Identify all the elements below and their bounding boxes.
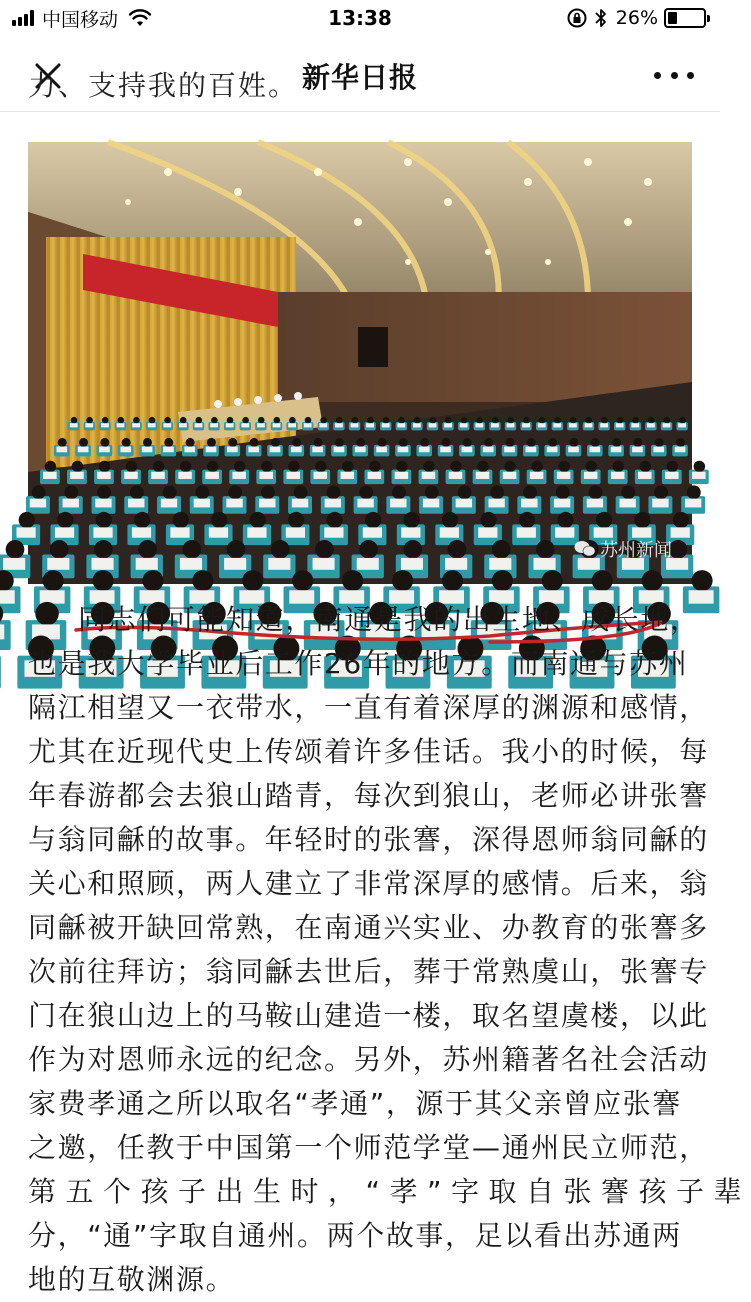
article-body xyxy=(28,598,751,1302)
battery-percent: 26% xyxy=(615,7,658,29)
article-paragraph-line: 分，“通”字取自通州。两个故事，足以看出苏通两 xyxy=(28,1219,682,1252)
article-paragraph-line: 同龢被开缺回常熟，在南通兴实业、办教育的张謇多 xyxy=(28,911,709,944)
article-paragraph-line: 尤其在近现代史上传颂着许多佳话。我小的时候，每 xyxy=(28,735,709,768)
battery-fill xyxy=(668,12,677,24)
status-right xyxy=(566,6,706,30)
article-paragraph-line: 第五个孩子出生时，“孝”字取自张謇孩子辈 xyxy=(28,1175,751,1208)
article-paragraph-line: 同志们可能知道，南通是我的出生地、成长地， xyxy=(78,603,700,636)
rotation-lock-icon xyxy=(566,7,588,29)
article-paragraph-line: 门在狼山边上的马鞍山建造一楼，取名望虞楼，以此 xyxy=(28,999,709,1032)
article-paragraph-line: 也是我大学毕业后工作26年的地方。而南通与苏州 xyxy=(28,647,689,680)
article-photo[interactable] xyxy=(28,142,692,584)
image-watermark xyxy=(574,536,672,562)
status-time: 13:38 xyxy=(328,6,392,30)
article-paragraph-line: 关心和照顾，两人建立了非常深厚的感情。后来，翁 xyxy=(28,867,709,900)
more-dot xyxy=(687,72,694,79)
more-dot xyxy=(654,72,661,79)
article-paragraph-line: 作为对恩师永远的纪念。另外，苏州籍著名社会活动 xyxy=(28,1043,709,1076)
status-bar xyxy=(0,0,720,36)
article-paragraph-line: 隔江相望又一衣带水，一直有着深厚的渊源和感情， xyxy=(28,691,709,724)
article-paragraph-line: 之邀，任教于中国第一个师范学堂—通州民立师范， xyxy=(28,1131,709,1164)
carrier-name: 中国移动 xyxy=(42,8,119,31)
article-paragraph-line: 次前往拜访；翁同龢去世后，葬于常熟虞山，张謇专 xyxy=(28,955,709,988)
wechat-icon xyxy=(574,540,596,558)
bluetooth-icon xyxy=(594,7,608,29)
more-dot xyxy=(671,72,678,79)
battery-icon xyxy=(664,8,706,28)
conference-hall-illustration xyxy=(28,142,692,584)
article-paragraph-line: 家费孝通之所以取名“孝通”，源于其父亲曾应张謇 xyxy=(28,1087,682,1120)
watermark-text: 苏州新闻 xyxy=(600,540,672,561)
article-paragraph-line: 年春游都会去狼山踏青，每次到狼山，老师必讲张謇 xyxy=(28,779,709,812)
article-paragraph-line: 地的互敬渊源。 xyxy=(28,1263,236,1296)
clipped-text: 力、支持我的百姓。 xyxy=(28,69,299,102)
page-title: 新华日报 xyxy=(301,61,418,94)
article-paragraph-line: 与翁同龢的故事。年轻时的张謇，深得恩师翁同龢的 xyxy=(28,823,709,856)
